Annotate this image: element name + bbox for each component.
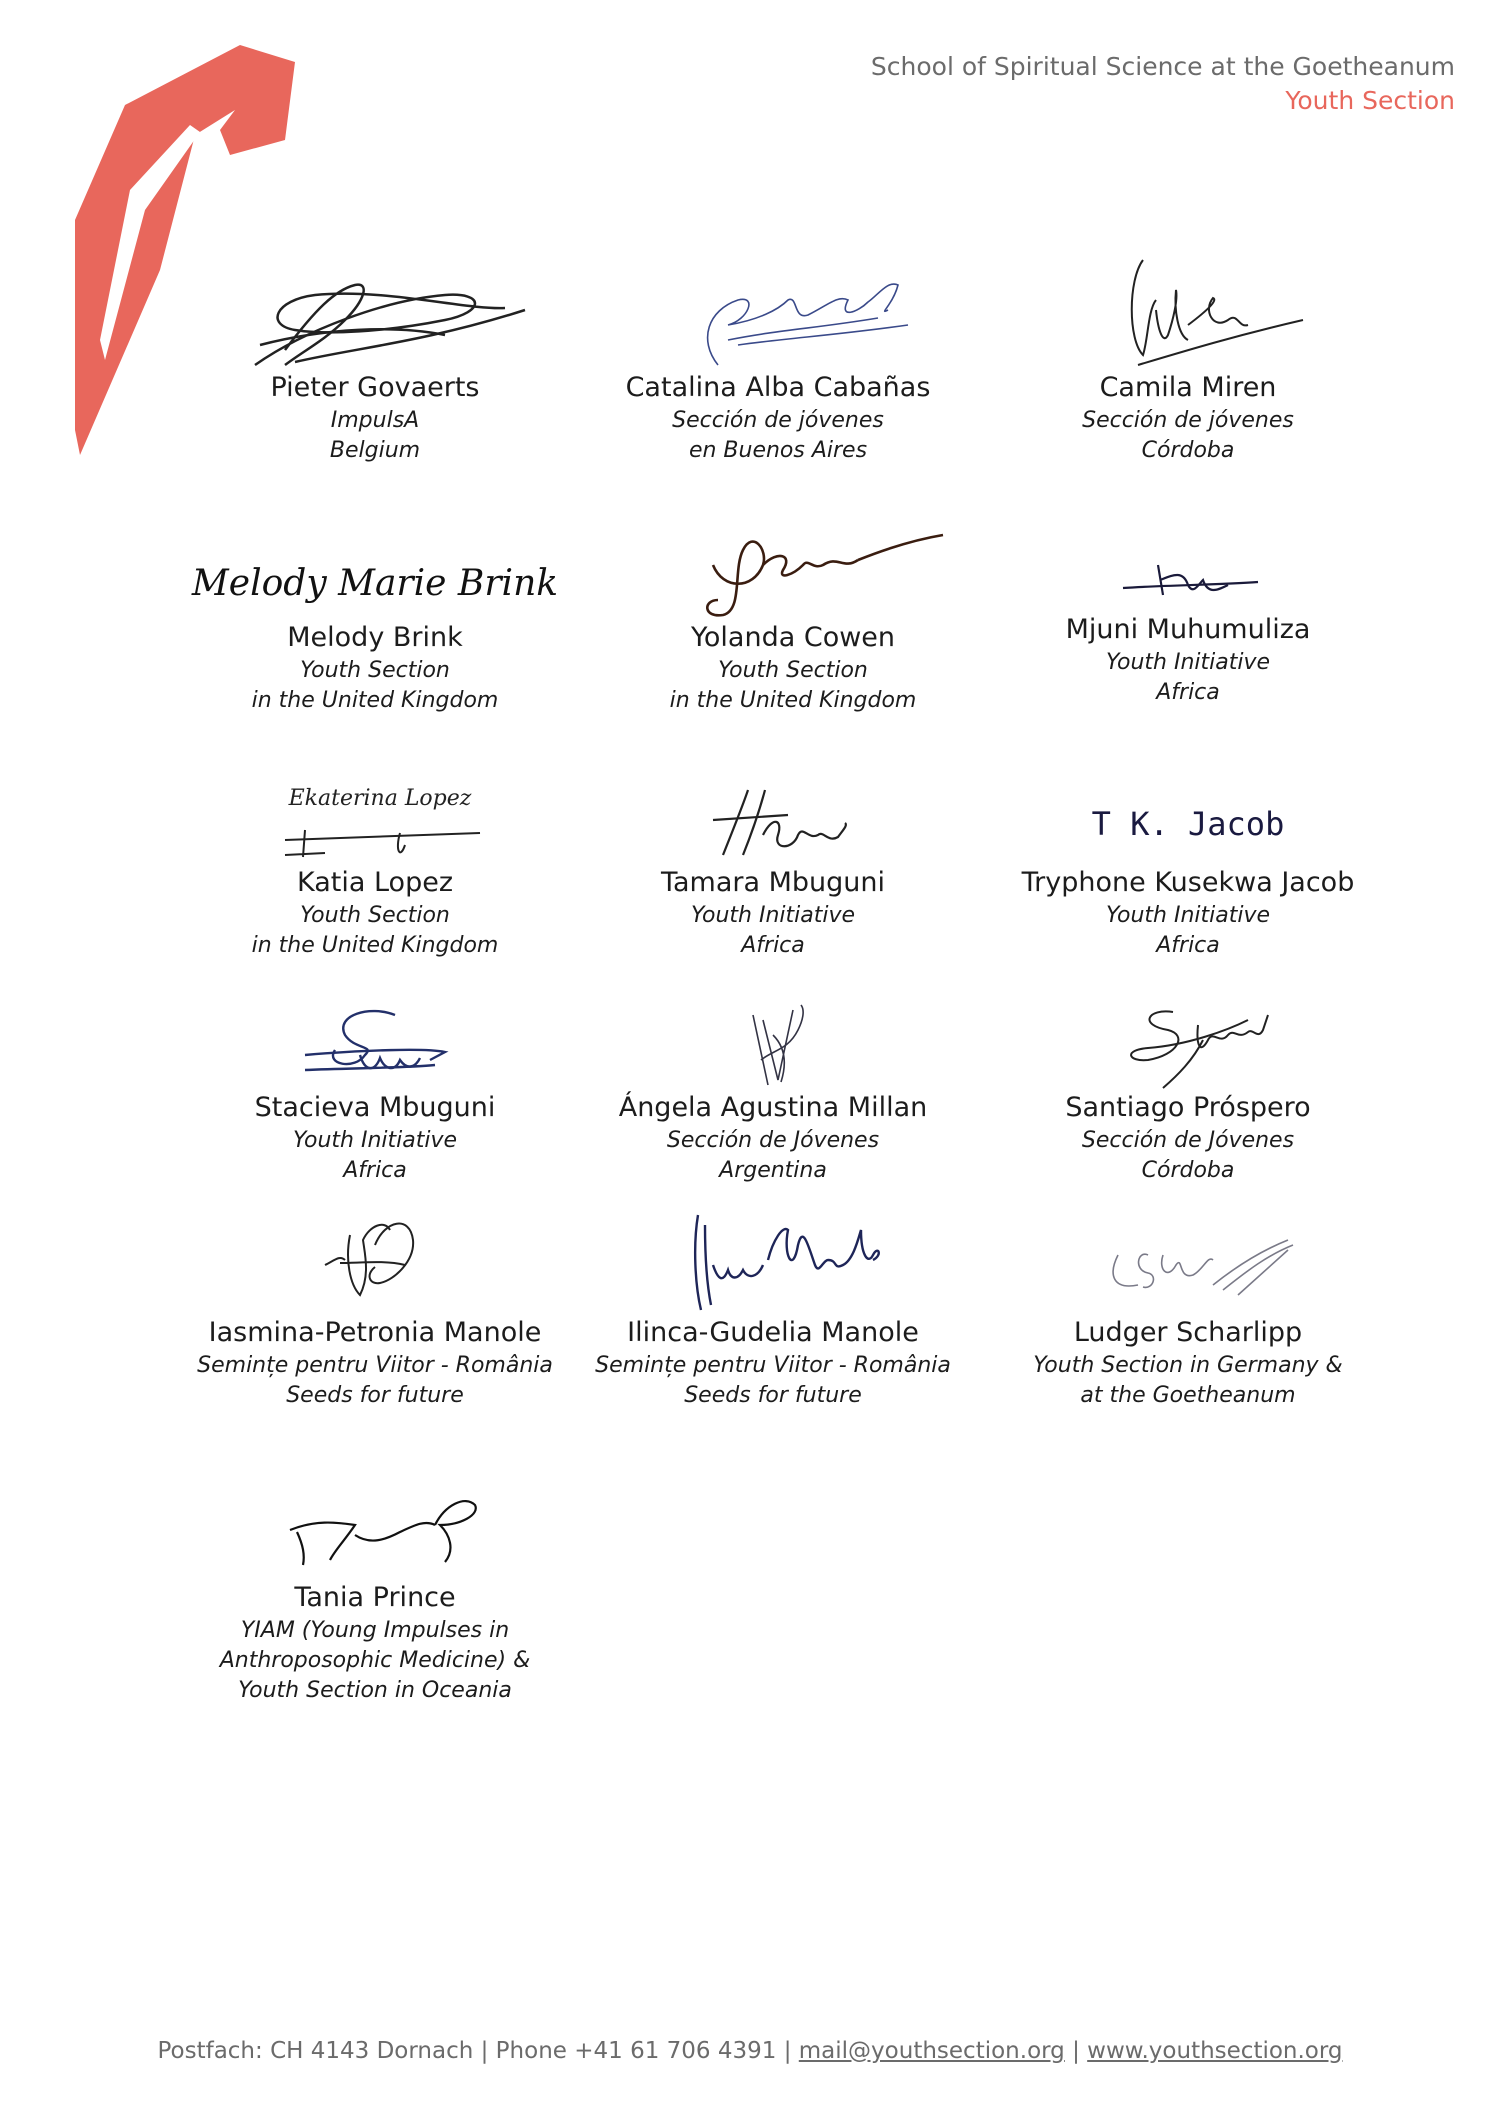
signatory-location: Africa (1156, 933, 1220, 958)
signatory-affiliation: Semințe pentru Viitor - România (197, 1353, 553, 1378)
signatory-name: Pieter Govaerts (270, 372, 480, 403)
email-link[interactable]: mail@youthsection.org (798, 2038, 1065, 2064)
signatory-location: Córdoba (1141, 438, 1235, 463)
signatory-name: Mjuni Muhumuliza (1065, 614, 1311, 645)
website-link[interactable]: www.youthsection.org (1087, 2038, 1343, 2064)
signature-script: Melody Marie Brink (191, 563, 559, 604)
signatory-affiliation: Youth Initiative (1105, 650, 1271, 675)
signatory-name: Ilinca-Gudelia Manole (627, 1317, 919, 1348)
signatory-location: Córdoba (1141, 1158, 1235, 1183)
signatory-name: Tamara Mbuguni (660, 867, 886, 898)
signatory-affiliation: Youth Section (300, 903, 450, 928)
signatory-card (165, 1205, 585, 1411)
signature (998, 250, 1378, 370)
signatory-affiliation: Sección de Jóvenes (1081, 1128, 1295, 1153)
signature (583, 1000, 963, 1090)
signatory-location: in the United Kingdom (669, 688, 917, 713)
signatory-location: Seeds for future (684, 1383, 862, 1408)
signatory-affiliation: Youth Section (300, 658, 450, 683)
signature (185, 1000, 565, 1090)
signatory-affiliation: Sección de jóvenes (1082, 408, 1294, 433)
signatory-affiliation-cont: Anthroposophic Medicine) & (219, 1648, 531, 1673)
signatory-affiliation: Youth Section in Germany & (1033, 1353, 1343, 1378)
signatory-card (978, 1225, 1398, 1411)
signatory-name: Melody Brink (287, 622, 463, 653)
signatory-card (165, 775, 585, 961)
signature (583, 775, 963, 865)
signatory-card (978, 1000, 1398, 1186)
signature (185, 250, 565, 370)
signatory-card (165, 1490, 585, 1706)
signatory-affiliation: Semințe pentru Viitor - România (595, 1353, 951, 1378)
footer-address: Postfach: CH 4143 Dornach | Phone +41 61 706 4391 | (157, 2038, 799, 2064)
signatory-affiliation: ImpulsA (330, 408, 420, 433)
signatory-card (165, 520, 585, 716)
signature (588, 250, 968, 370)
signatory-affiliation: Youth Initiative (690, 903, 856, 928)
signature (185, 1490, 565, 1580)
signature (185, 1205, 565, 1315)
signatory-name: Ludger Scharlipp (1073, 1317, 1303, 1348)
signatory-card (568, 250, 988, 466)
signatory-affiliation: Youth Initiative (292, 1128, 458, 1153)
signature-script: T K. Jacob (1091, 805, 1285, 843)
signatory-name: Santiago Próspero (1065, 1092, 1311, 1123)
signatory-name: Stacieva Mbuguni (254, 1092, 496, 1123)
signature-script: Ekaterina Lopez (288, 786, 472, 811)
signatory-location: en Buenos Aires (688, 438, 868, 463)
signatory-card (978, 775, 1398, 961)
letterhead (871, 50, 1455, 118)
signatory-location: Argentina (719, 1158, 827, 1183)
signature (185, 775, 565, 865)
signatory-affiliation: Sección de jóvenes (672, 408, 884, 433)
signatory-card (165, 250, 585, 466)
signature (998, 775, 1378, 865)
signatory-name: Tryphone Kusekwa Jacob (1021, 867, 1355, 898)
footer-separator: | (1064, 2038, 1088, 2064)
signatory-card (563, 1205, 983, 1411)
signatory-card (165, 1000, 585, 1186)
signatory-location: Youth Section in Oceania (238, 1678, 512, 1703)
signatory-location: Belgium (329, 438, 421, 463)
signatory-location: Seeds for future (286, 1383, 464, 1408)
signature (603, 520, 983, 620)
signature (998, 1225, 1378, 1315)
signatory-name: Katia Lopez (296, 867, 453, 898)
signatory-location: at the Goetheanum (1080, 1383, 1296, 1408)
signatory-location: Africa (741, 933, 805, 958)
footer-contact (0, 2038, 1500, 2064)
signatory-card (563, 775, 983, 961)
signatory-name: Iasmina-Petronia Manole (208, 1317, 542, 1348)
signatory-name: Tania Prince (294, 1582, 456, 1613)
signature (998, 1000, 1378, 1090)
section-name: Youth Section (1285, 86, 1455, 115)
signatory-location: Africa (343, 1158, 407, 1183)
signatory-affiliation: YIAM (Young Impulses in (240, 1618, 510, 1643)
signature (185, 520, 565, 620)
signature (583, 1205, 963, 1315)
signatory-card (978, 540, 1398, 708)
signatory-affiliation: Youth Section (718, 658, 868, 683)
signatory-name: Catalina Alba Cabañas (625, 372, 931, 403)
signatory-card (978, 250, 1398, 466)
signatory-name: Camila Miren (1099, 372, 1277, 403)
signatory-name: Ángela Agustina Millan (618, 1092, 928, 1123)
signatory-name: Yolanda Cowen (690, 622, 896, 653)
signatory-location: in the United Kingdom (251, 688, 499, 713)
signatory-card (583, 520, 1003, 716)
signature (998, 540, 1378, 612)
signatory-affiliation: Youth Initiative (1105, 903, 1271, 928)
signatory-location: in the United Kingdom (251, 933, 499, 958)
signatory-location: Africa (1156, 680, 1220, 705)
signatory-card (563, 1000, 983, 1186)
school-name: School of Spiritual Science at the Goetheanum (870, 52, 1455, 81)
signatory-affiliation: Sección de Jóvenes (666, 1128, 880, 1153)
